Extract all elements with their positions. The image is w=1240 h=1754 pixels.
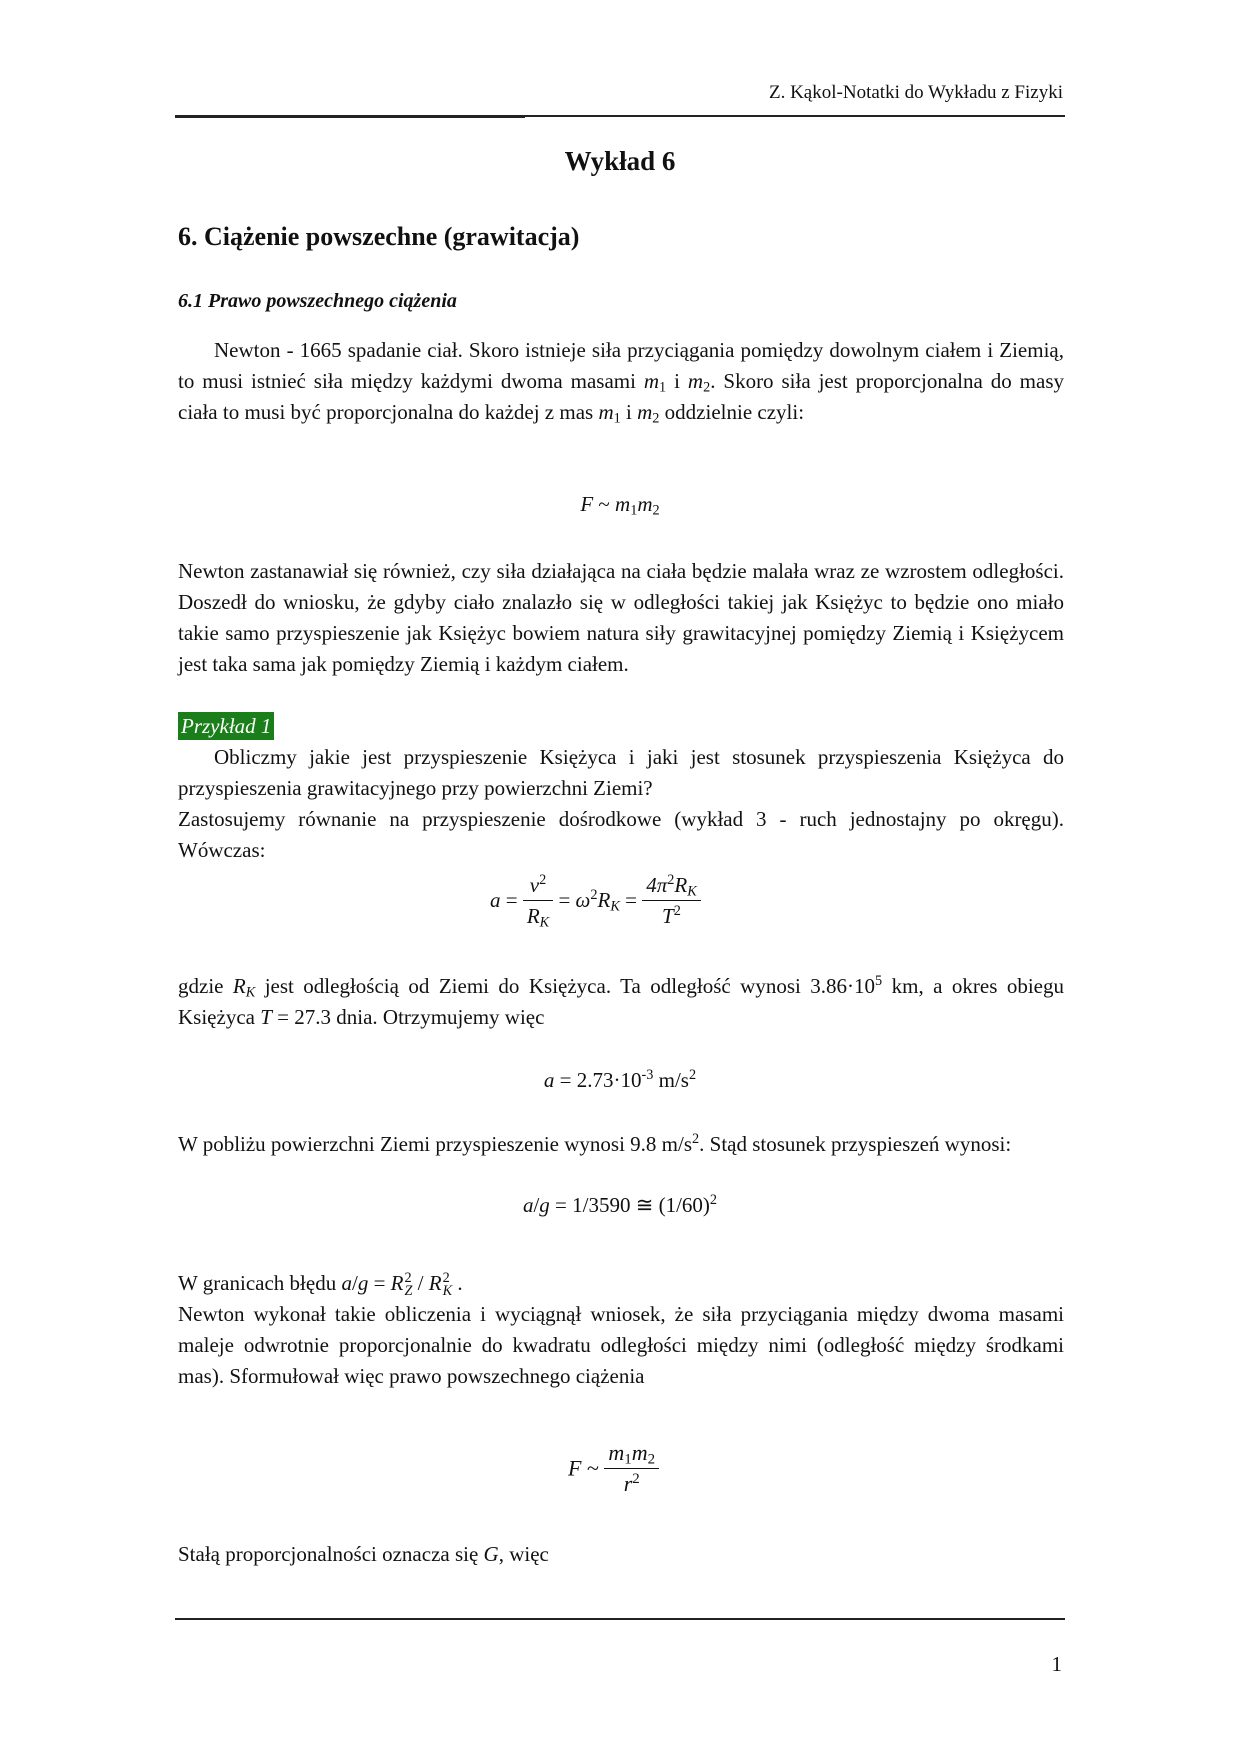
paragraph-surface-gravity: W pobliżu powierzchni Ziemi przyspieszenie wynosi 9.8 $m/s^2$. Stąd stosunek przyspieszeń wynosi: [178, 1131, 1012, 1156]
lecture-title: Wykład 6 [564, 146, 676, 176]
equation-centripetal: a = $\frac{v^2}{R_K}$ = $\omega^2R_K$ = $\frac{4\pi^2R_K}{T^2}$ [490, 870, 701, 931]
fraction-m1m2-over-r2: $\frac{m_1m_2}{r^2}$ [604, 1438, 659, 1499]
paragraph-constant: Stałą proporcjonalności oznacza się G, więc [178, 1542, 549, 1566]
header-divider-accent [175, 115, 525, 118]
chapter-title: 6. Ciążenie powszechne (grawitacja) [178, 222, 580, 251]
header-divider [175, 115, 1065, 117]
footer-divider [175, 1618, 1065, 1620]
page-number: 1 [1051, 1652, 1062, 1676]
running-title: Z. Kąkol-Notatki do Wykładu z Fizyki [768, 82, 1063, 103]
paragraph-method: Zastosujemy równanie na przyspieszenie dośrodkowe (wykład 3 - ruch jednostajny po okręgu). Wówczas: [178, 807, 1064, 862]
equation-newton-law: F ~ $\frac{m_1m_2}{r^2}$ [568, 1438, 659, 1499]
example-heading [178, 711, 1064, 742]
paragraph-distance: Newton zastanawiał się również, czy siła działająca na ciała będzie malała wraz ze wzrostem odległości. Doszedł do wniosku, że gdyby ciało znalazło się w odległości takiej jak Księżyc to będzie ono miało takie samo przyspieszenie jak Księżyc bowiem natura siły grawitacyjnej pomiędzy Ziemią i Księżycem jest taka sama jak pomiędzy Ziemią i każdym ciałem. [178, 559, 1064, 676]
paragraph-intro: Newton - 1665 spadanie ciał. Skoro istnieje siła przyciągania pomiędzy dowolnym ciałem i Ziemią, to musi istnieć siła między każdymi dwoma masami $m_1$ i $m_2$. Skoro siła jest proporcjonalna do masy ciała to musi być proporcjonalna do każdej z mas $m_1$ i $m_2$ oddzielnie czyli: [178, 338, 1064, 427]
equation-acceleration-result: $a = 2.73\cdot 10^{-3}$ $m/s^2$ [543, 1067, 697, 1092]
fraction-v2-over-rk: $\frac{v^2}{R_K}$ [523, 870, 553, 931]
paragraph-error-bound: W granicach błędu a/g = R 2 Z / R 2 K . [178, 1270, 463, 1300]
paragraph-question: Obliczmy jakie jest przyspieszenie Księżyca i jaki jest stosunek przyspieszenia Księżyca do przyspieszenia grawitacyjnego przy powierzchni Ziemi? [178, 745, 1064, 800]
example-badge: Przykład 1 [178, 712, 274, 740]
paragraph-moon-distance: gdzie $R_K$ jest odległością od Ziemi do Księżyca. Ta odległość wynosi $3.86\cdot 10^5$ km, a okres obiegu Księżyca T = 27.3 dnia. Otrzymujemy więc [178, 973, 1065, 1029]
fraction-4pi2rk-over-t2: $\frac{4\pi^2R_K}{T^2}$ [642, 870, 701, 931]
equation-ratio: a/g = 1/3590 ≅ $(1/60)^2$ [522, 1192, 718, 1217]
paragraph-newton-conclusion: Newton wykonał takie obliczenia i wyciągnął wniosek, że siła przyciągania między dwoma masami maleje odwrotnie proporcjonalnie do kwadratu odległości między nimi (odległość między środkami mas). Sformułował więc prawo powszechnego ciążenia [178, 1302, 1064, 1388]
equation-proportional: F ~ $m_1m_2$ [580, 492, 660, 519]
section-title: 6.1 Prawo powszechnego ciążenia [178, 290, 457, 312]
